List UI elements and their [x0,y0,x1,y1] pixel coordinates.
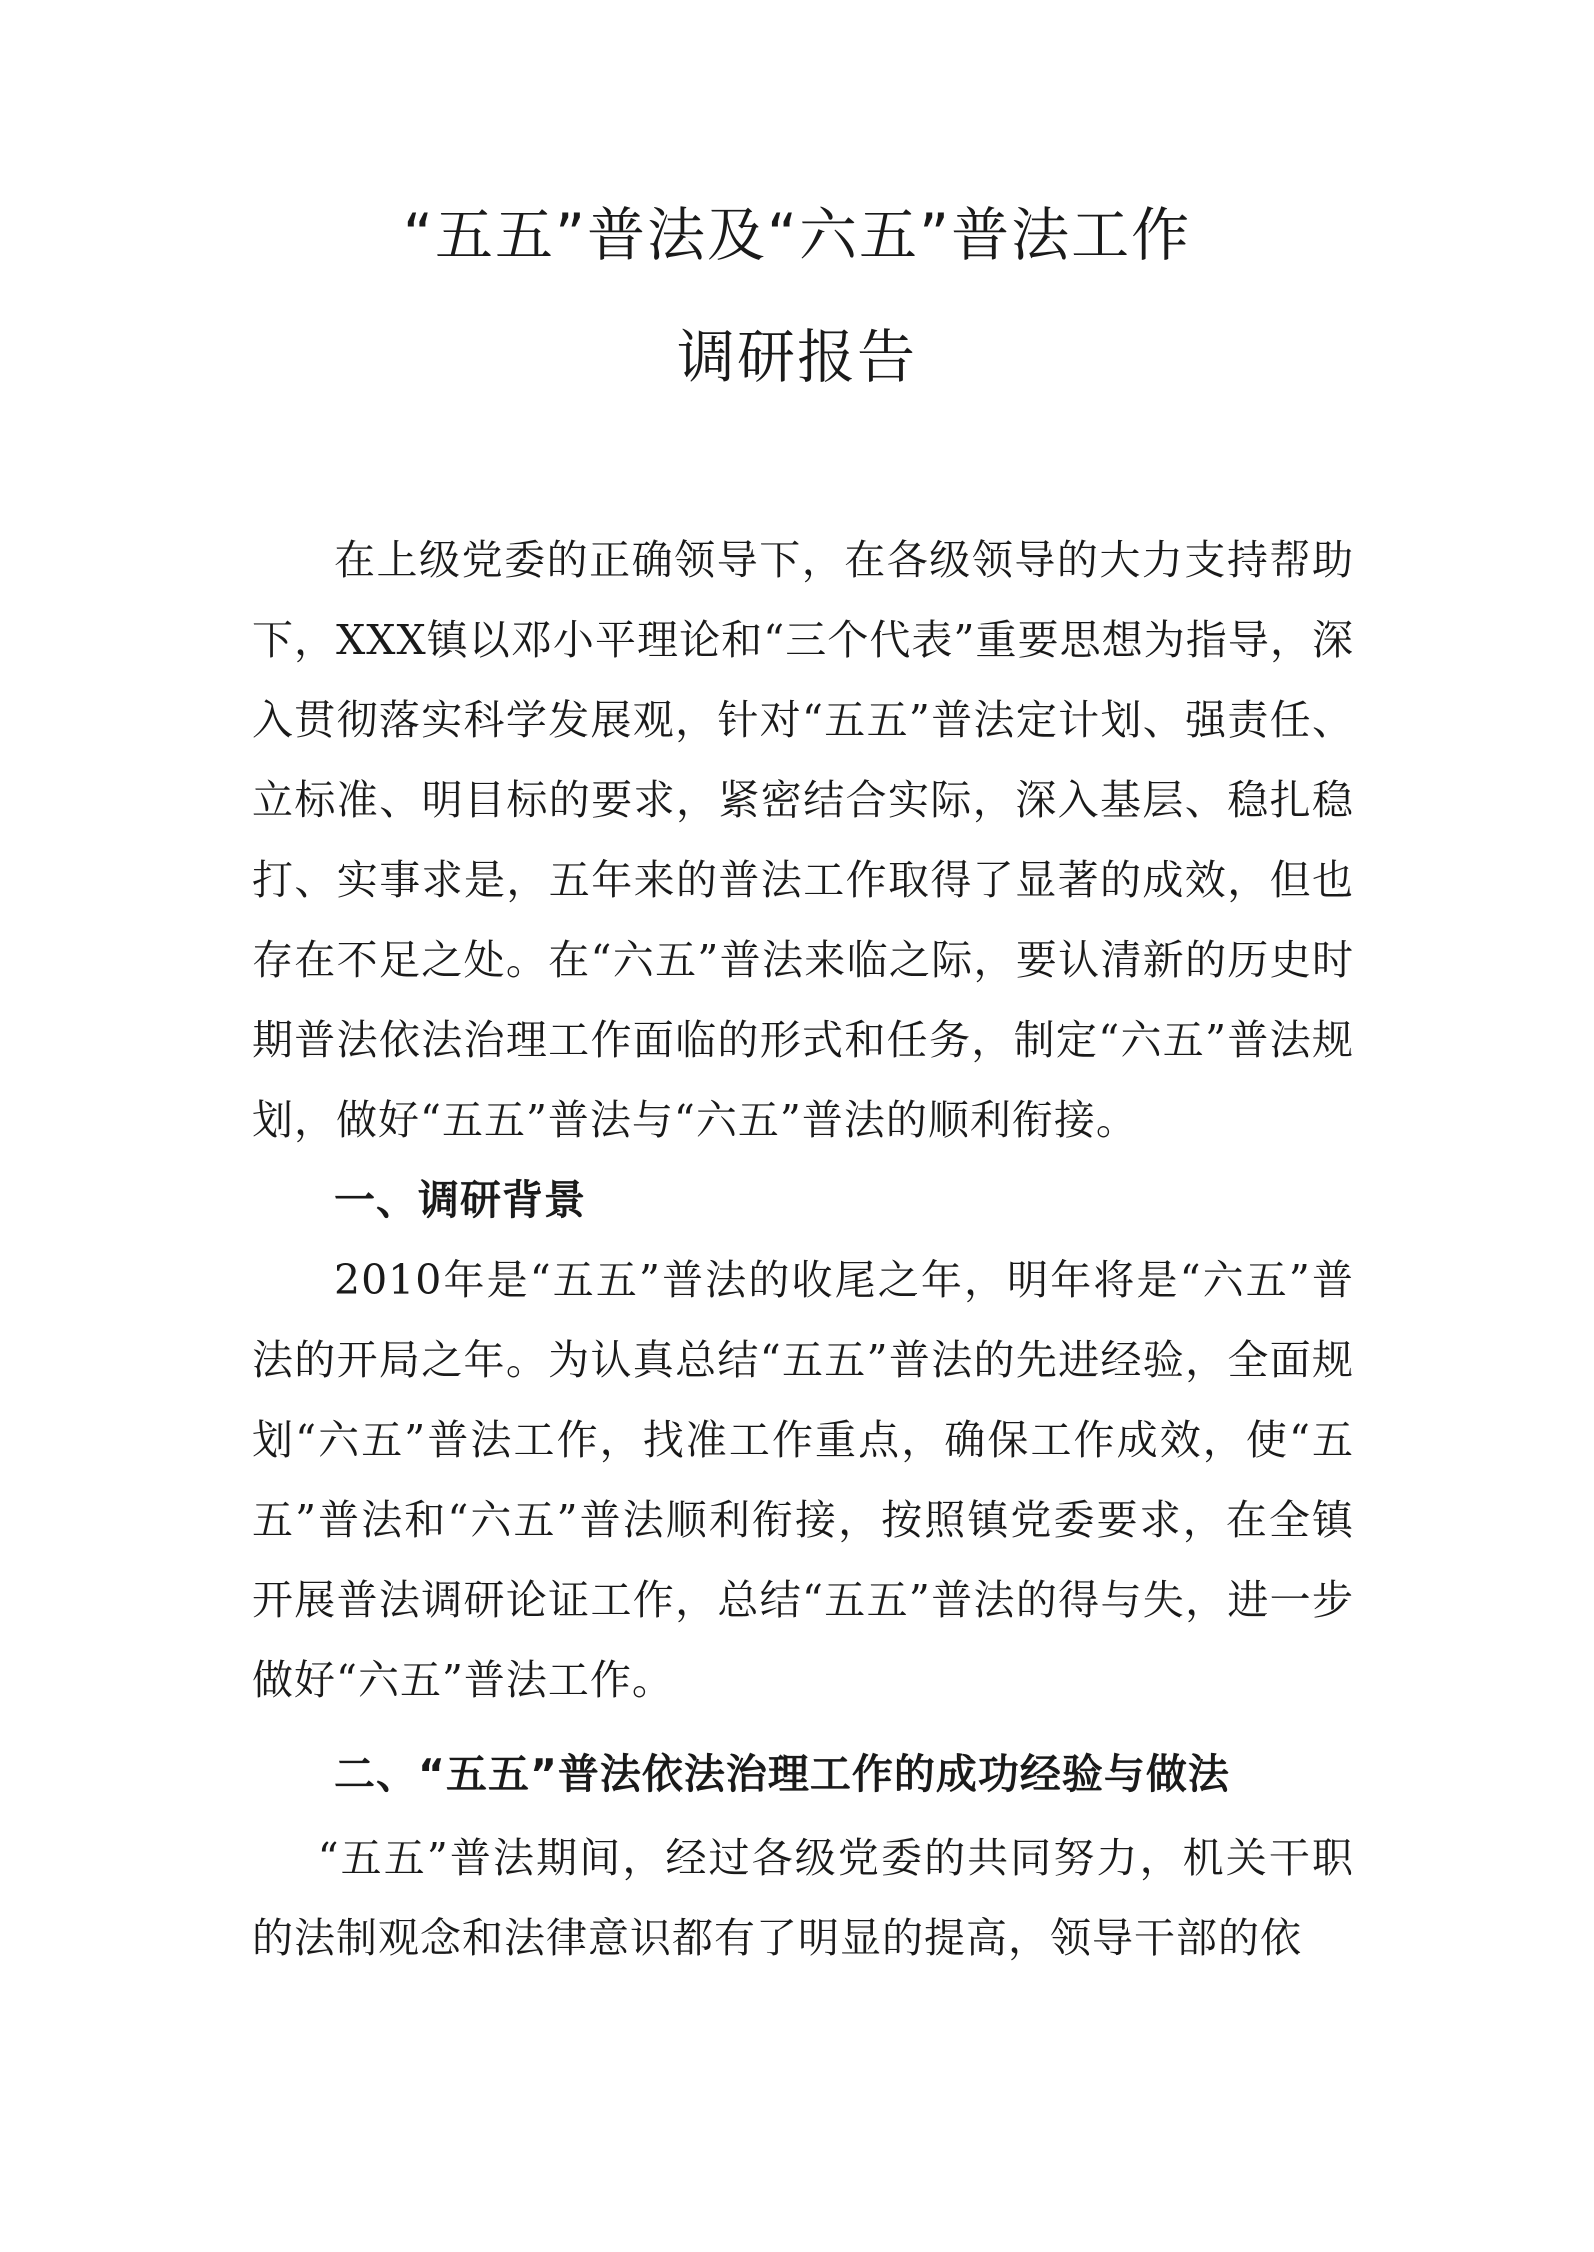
section-2-heading: 二、“五五”普法依法治理工作的成功经验与做法 [334,1750,1230,1798]
section-1-paragraph: 2010年是“五五”普法的收尾之年，明年将是“六五”普法的开局之年。为认真总结“五五”普法的先进经验，全面规划“六五”普法工作，找准工作重点，确保工作成效，使“五五”普法和“六五”普法顺利衔接，按照镇党委要求，在全镇开展普法调研论证工作，总结“五五”普法的得与失，进一步做好“六五”普法工作。 [252,1256,1354,1704]
document-title-line-2: 调研报告 [676,323,917,391]
section-1-heading: 一、调研背景 [334,1176,586,1224]
document-body [252,520,1354,1978]
section-2-paragraph: “五五”普法期间，经过各级党委的共同努力，机关干职的法制观念和法律意识都有了明显的提高，领导干部的依 [252,1834,1354,1962]
document-title-line-1: “五五”普法及“六五”普法工作 [402,201,1192,269]
intro-paragraph: 在上级党委的正确领导下，在各级领导的大力支持帮助下，XXX镇以邓小平理论和“三个代表”重要思想为指导，深入贯彻落实科学发展观，针对“五五”普法定计划、强责任、立标准、明目标的要求，紧密结合实际，深入基层、稳扎稳打、实事求是，五年来的普法工作取得了显著的成效，但也存在不足之处。在“六五”普法来临之际，要认清新的历史时期普法依法治理工作面临的形式和任务，制定“六五”普法规划，做好“五五”普法与“六五”普法的顺利衔接。 [252,536,1354,1144]
